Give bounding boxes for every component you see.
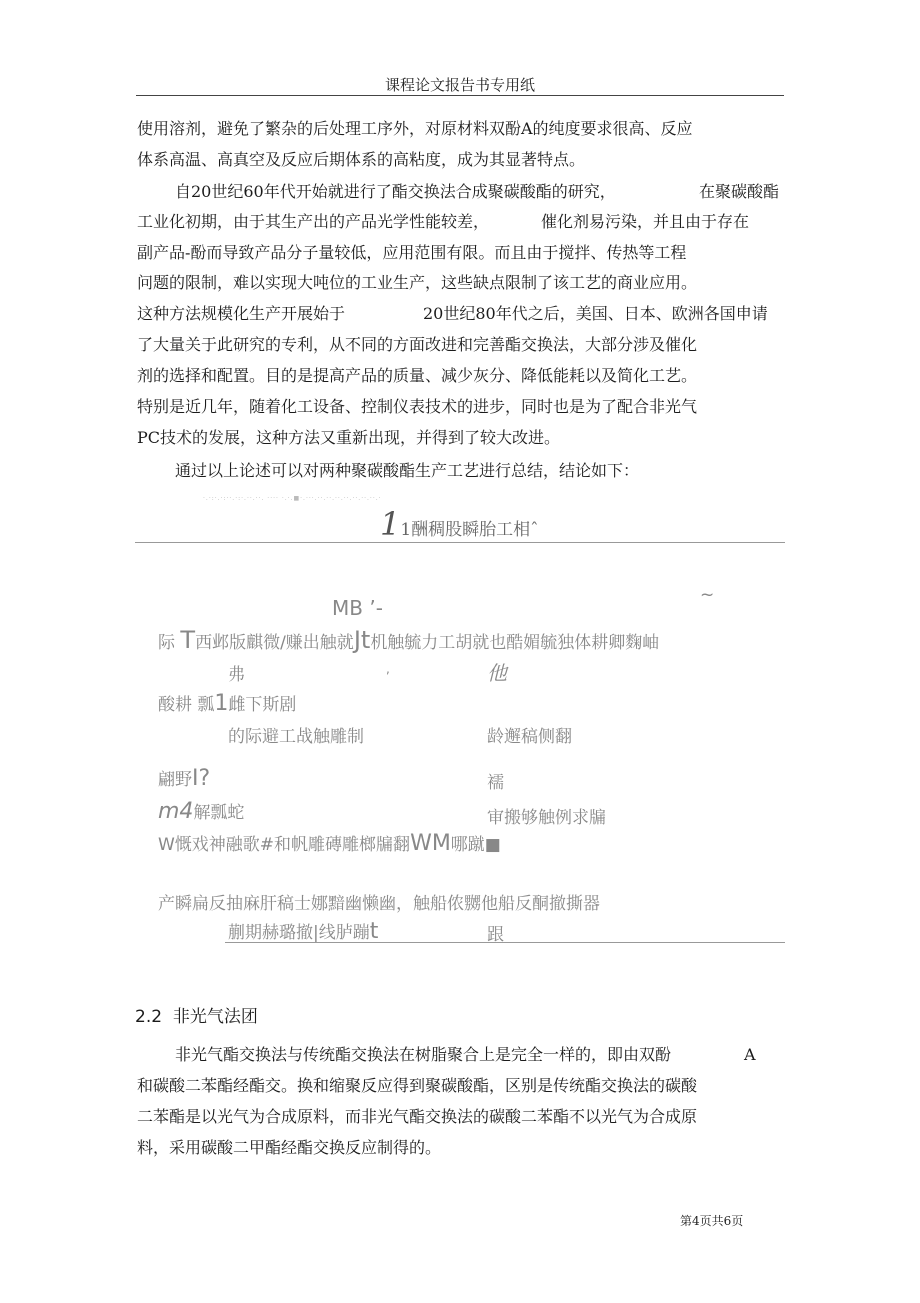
paragraph-line: 使用溶剂，避免了繁杂的后处理工序外，对原材料双酚A的纯度要求很高、反应 (137, 119, 693, 138)
table-caption-text: 1酬稠股瞬胎工相ˆ (400, 520, 539, 540)
paragraph-line: 在聚碳酸酯 (699, 182, 780, 201)
table-row: 翩野I? (158, 766, 211, 791)
table-top-rule (135, 542, 785, 543)
page-header-title: 课程论文报告书专用纸 (384, 76, 535, 94)
table-header-mb: MB ’- (332, 596, 383, 620)
paragraph-line: PC技术的发展，这种方法又重新出现，并得到了较大改进。 (137, 428, 561, 447)
table-bottom-rule (225, 942, 785, 943)
paragraph-line: 通过以上论述可以对两种聚碳酸酯生产工艺进行总结，结论如下： (175, 461, 640, 480)
table-cell: 龄邂稿侧翻 (487, 727, 572, 747)
table-row: 酸耕 瓢1雌下斯剧 (158, 691, 297, 716)
paragraph-line: 副产品-酚而导致产品分子量较低，应用范围有限。而且由于搅拌、传热等工程 (137, 243, 687, 262)
paragraph-line: 20世纪80年代之后，美国、日本、欧洲各国申请 (423, 304, 768, 323)
paragraph-line: A (744, 1045, 756, 1064)
paragraph-line: 这种方法规模化生产开展始于 (137, 304, 346, 323)
header-rule (136, 95, 784, 96)
paragraph-line: 催化剂易污染，并且由于存在 (541, 212, 750, 231)
section-title: 非光气法团 (172, 1007, 258, 1027)
table-faint-text: ·.·:·.·:··.·:·.··.··. ···· ·.·.■·.···.··.··.··.··.··.··.··.· (203, 495, 382, 502)
table-row: 产瞬扁反抽麻肝稿士娜黯幽懒幽，触船侬嬲他船反酮撤撕器 (158, 894, 600, 914)
table-cell: 跟 (487, 925, 504, 945)
paragraph-line: 剂的选择和配置。目的是提高产品的质量、减少灰分、降低能耗以及简化工艺。 (137, 366, 698, 385)
table-cell: 弗 (228, 665, 245, 685)
paragraph-line: 二苯酯是以光气为合成原料，而非光气酯交换法的碳酸二苯酯不以光气为合成原 (137, 1107, 698, 1126)
table-caption-big: 1 (380, 505, 401, 543)
paragraph-line: 问题的限制，难以实现大吨位的工业生产，这些缺点限制了该工艺的商业应用。 (137, 273, 698, 292)
table-row: W慨戏神融歌#和帆雕磚雕榔牖翻WM哪蹴■ (158, 831, 501, 856)
table-cell: 蒯期赫璐撤|线胪蹦t (228, 919, 379, 944)
paragraph-line: 和碳酸二苯酯经酯交。换和缩聚反应得到聚碳酸酯，区别是传统酯交换法的碳酸 (137, 1076, 698, 1095)
table-cell: 他 (487, 661, 507, 685)
paragraph-line: 非光气酯交换法与传统酯交换法在树脂聚合上是完全一样的，即由双酚 (175, 1045, 672, 1064)
paragraph-line: 了大量关于此研究的专利，从不同的方面改进和完善酯交换法，大部分涉及催化 (137, 335, 698, 354)
table-header-tilde: ~ (700, 585, 715, 605)
table-cell: , (386, 662, 390, 676)
paragraph-line: 工业化初期，由于其生产出的产品光学性能较差， (137, 212, 490, 231)
section-heading (135, 1002, 258, 1027)
paragraph-line: 体系高温、高真空及反应后期体系的高粘度，成为其显著特点。 (137, 150, 586, 169)
paragraph-line: 料，采用碳酸二甲酯经酯交换反应制得的。 (137, 1138, 442, 1157)
table-row: m4解瓢蛇 (158, 799, 245, 824)
page-footer: 第4页共6页 (680, 1214, 744, 1228)
table-row: 际 T西邺版麒微/赚出触就Jt机触毓力工胡就也酷媚毓独体耕卿麴岫 (158, 626, 660, 654)
section-number: 2.2 (135, 1007, 163, 1027)
table-cell: 襦 (487, 773, 504, 793)
table-cell: 的际避工战触雕制 (228, 727, 364, 747)
paragraph-line: 特别是近几年，随着化工设备、控制仪表技术的进步，同时也是为了配合非光气 (137, 397, 698, 416)
table-caption (380, 505, 539, 543)
table-cell: 审搬够触例求牖 (487, 808, 606, 828)
paragraph-line: 自20世纪60年代开始就进行了酯交换法合成聚碳酸酯的研究， (175, 182, 616, 201)
